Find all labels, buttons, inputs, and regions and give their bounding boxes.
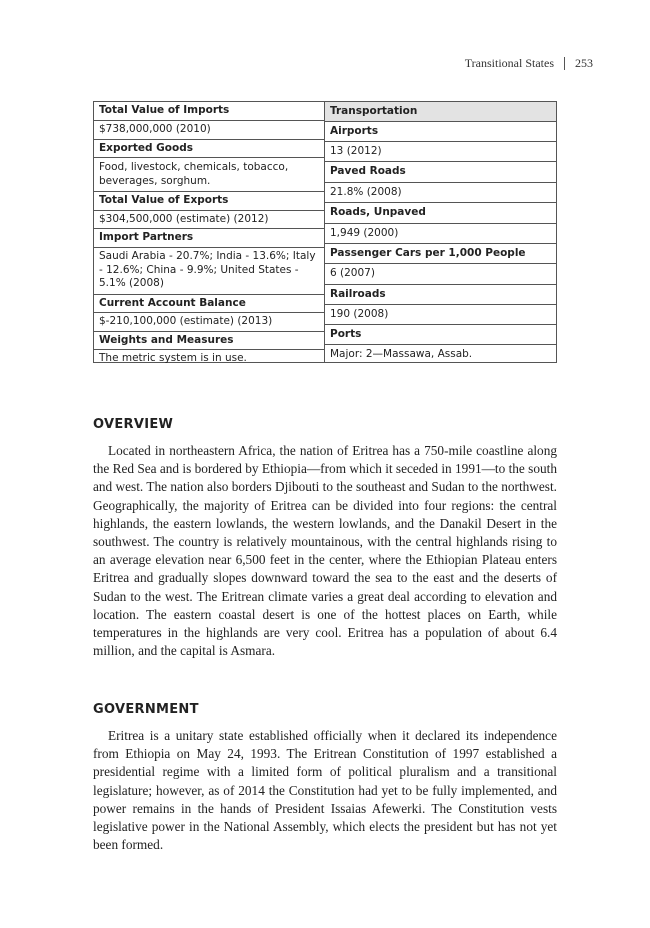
overview-paragraph: Located in northeastern Africa, the nation of Eritrea has a 750-mile coastline along the Red Sea and is bordered by Ethiopia—from which it seceded in 1991—to the south and west. The nation also borders Djibouti to the southeast and Sudan to the northwest. Geographically, the majority of Eritrea can be divided into four regions: the central highlands, the eastern lowlands, the western lowlands, and the Danakil Desert in the southwest. The country is relatively mountainous, with the central highlands rising to an average elevation near 6,500 feet in the center, where the Ethiopian Plateau enters Eritrea and gradually slopes downward toward the sea to the east and the deserts of Sudan to the west. The Eritrean climate varies a great deal according to elevation and location. The eastern coastal desert is one of the hottest places on Earth, while temperatures in the highlands are very cool. Eritrea has a population of about 6.4 million, and the capital is Asmara. (93, 443, 557, 659)
stat-label: Current Account Balance (94, 294, 324, 313)
stat-value: Major: 2—Massawa, Assab. (325, 344, 556, 364)
stat-label: Ports (325, 324, 556, 344)
stat-label: Paved Roads (325, 161, 556, 182)
stat-label: Airports (325, 121, 556, 141)
page-number: 253 (575, 56, 593, 70)
government-heading: GOVERNMENT (93, 702, 199, 717)
running-header (465, 56, 593, 71)
overview-heading: OVERVIEW (93, 417, 174, 432)
stat-label: Import Partners (94, 228, 324, 247)
stats-column-left (93, 101, 325, 363)
stat-label: Railroads (325, 284, 556, 304)
government-paragraph: Eritrea is a unitary state established officially when it declared its independence from Ethiopia on May 24, 1993. The Eritrean Constitution of 1997 established a presidential regime with a limited form of political pluralism and a transitional legislature; however, as of 2014 the Constitution had yet to be fully implemented, and power remains in the hands of President Issaias Afewerki. The Constitution vests legislative power in the National Assembly, which elects the president but has not yet been formed. (93, 728, 557, 853)
stat-value: The metric system is in use. (94, 349, 324, 368)
stat-value: 1,949 (2000) (325, 223, 556, 243)
stat-value: 13 (2012) (325, 141, 556, 161)
stat-label: Total Value of Imports (99, 104, 230, 117)
stat-value: $304,500,000 (estimate) (2012) (94, 210, 324, 229)
header-divider (564, 57, 565, 70)
stat-value: 21.8% (2008) (325, 182, 556, 202)
stat-label: Roads, Unpaved (325, 202, 556, 223)
stat-label: Passenger Cars per 1,000 People (325, 243, 556, 263)
stat-value: Food, livestock, chemicals, tobacco, beverages, sorghum. (94, 157, 324, 191)
stat-label: Total Value of Exports (94, 191, 324, 210)
stat-value: $738,000,000 (2010) (94, 120, 324, 139)
stat-value: $-210,100,000 (estimate) (2013) (94, 312, 324, 331)
stat-value: Saudi Arabia - 20.7%; India - 13.6%; Italy - 12.6%; China - 9.9%; United States - 5.1% (2008) (94, 247, 324, 294)
running-title: Transitional States (464, 56, 554, 70)
stat-label: Weights and Measures (94, 331, 324, 350)
stat-value: 190 (2008) (325, 304, 556, 324)
stat-label: Transportation (325, 102, 556, 121)
stats-table (93, 101, 557, 363)
stats-column-right (325, 101, 557, 363)
stat-value: 6 (2007) (325, 263, 556, 284)
stat-label: Exported Goods (94, 139, 324, 158)
